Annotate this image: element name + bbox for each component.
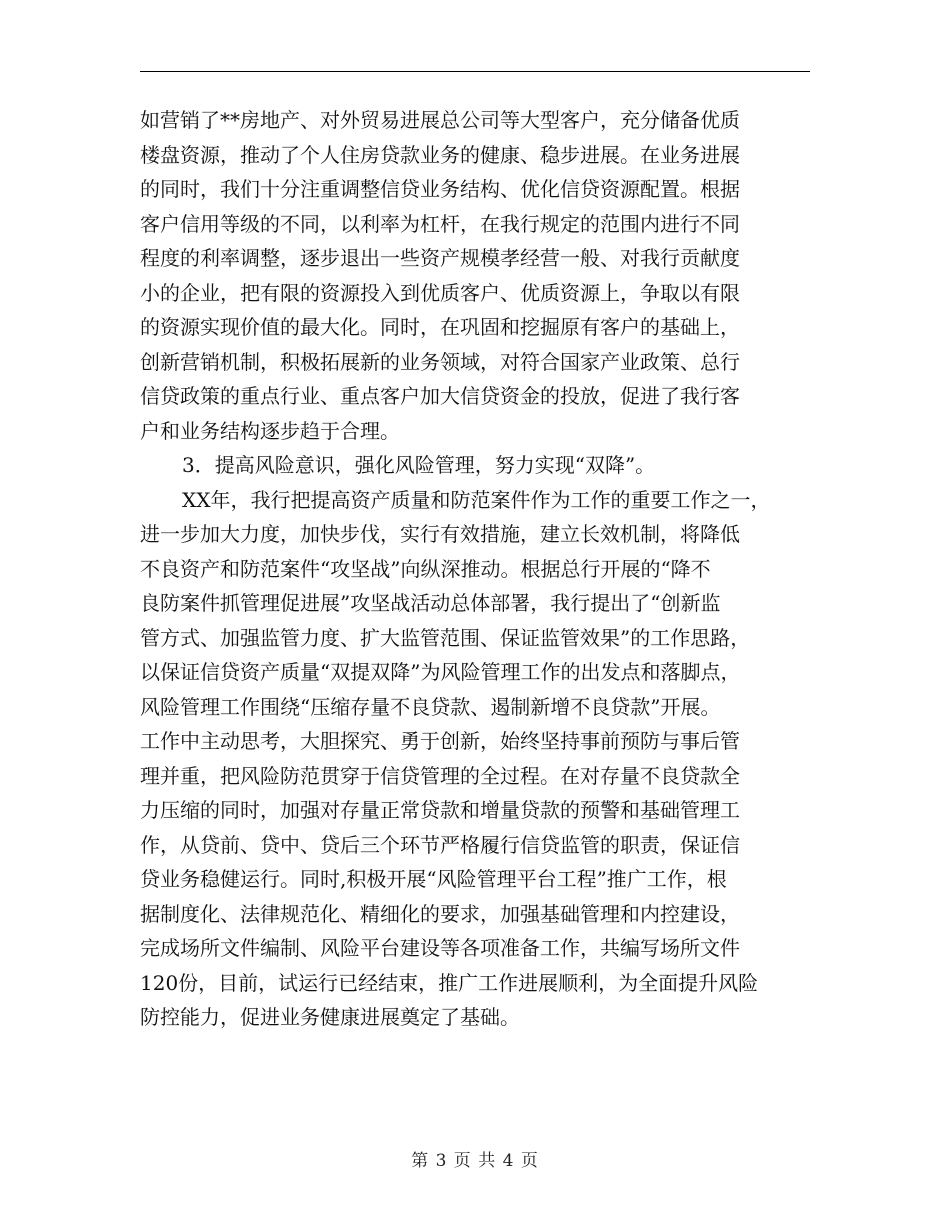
header-rule: [140, 71, 810, 72]
text-line: 楼盘资源，推动了个人住房贷款业务的健康、稳步进展。在业务进展: [140, 142, 740, 167]
text-line: 信贷政策的重点行业、重点客户加大信贷资金的投放，促进了我行客: [140, 384, 740, 408]
text-line: XX年，我行把提高资产质量和防范案件作为工作的重要工作之一，: [182, 487, 771, 512]
text-line: 不良资产和防范案件“攻坚战”向纵深推动。根据总行开展的“降不: [140, 556, 711, 581]
text-line: 客户信用等级的不同，以利率为杠杆，在我行规定的范围内进行不同: [140, 211, 740, 236]
text-line: 良防案件抓管理促进展”攻坚战活动总体部署，我行提出了“创新监: [140, 591, 721, 615]
text-line: 风险管理工作围绕“压缩存量不良贷款、遏制新增不良贷款”开展。: [140, 694, 721, 719]
text-line: 程度的利率调整，逐步退出一些资产规模孝经营一般、对我行贡献度: [140, 246, 740, 270]
text-line: 创新营销机制，积极拓展新的业务领域，对符合国家产业政策、总行: [140, 349, 740, 374]
document-body: [140, 103, 820, 1035]
text-line: 作，从贷前、贷中、贷后三个环节严格履行信贷监管的职责，保证信: [140, 832, 740, 857]
text-line: 管方式、加强监管力度、扩大监管范围、保证监管效果”的工作思路，: [140, 625, 751, 650]
text-line: 120份，目前，试运行已经结束，推广工作进展顺利，为全面提升风险: [140, 970, 759, 995]
section-heading: 3．提高风险意识，强化风险管理，努力实现“双降”。: [182, 453, 656, 477]
text-line: 力压缩的同时，加强对存量正常贷款和增量贷款的预警和基础管理工: [140, 798, 740, 822]
text-line: 的资源实现价值的最大化。同时，在巩固和挖掘原有客户的基础上，: [140, 315, 740, 339]
text-line: 小的企业，把有限的资源投入到优质客户、优质资源上，争取以有限: [140, 280, 740, 305]
text-line: 如营销了**房地产、对外贸易进展总公司等大型客户，充分储备优质: [140, 108, 740, 132]
text-line: 以保证信贷资产质量“双提双降”为风险管理工作的出发点和落脚点，: [140, 660, 741, 684]
text-line: 完成场所文件编制、风险平台建设等各项准备工作，共编写场所文件: [140, 936, 740, 960]
text-line: 贷业务稳健运行。同时,积极开展“风险管理平台工程”推广工作，根: [140, 867, 727, 891]
page-number: 第 3 页 共 4 页: [411, 1151, 539, 1171]
text-line: 户和业务结构逐步趋于合理。: [140, 418, 400, 443]
text-line: 的同时，我们十分注重调整信贷业务结构、优化信贷资源配置。根据: [140, 177, 740, 201]
text-line: 据制度化、法律规范化、精细化的要求，加强基础管理和内控建设，: [140, 901, 740, 926]
text-line: 防控能力，促进业务健康进展奠定了基础。: [140, 1005, 520, 1029]
text-line: 进一步加大力度，加快步伐，实行有效措施，建立长效机制，将降低: [140, 522, 740, 546]
text-line: 理并重，把风险防范贯穿于信贷管理的全过程。在对存量不良贷款全: [140, 763, 740, 788]
text-line: 工作中主动思考，大胆探究、勇于创新，始终坚持事前预防与事后管: [140, 729, 740, 753]
